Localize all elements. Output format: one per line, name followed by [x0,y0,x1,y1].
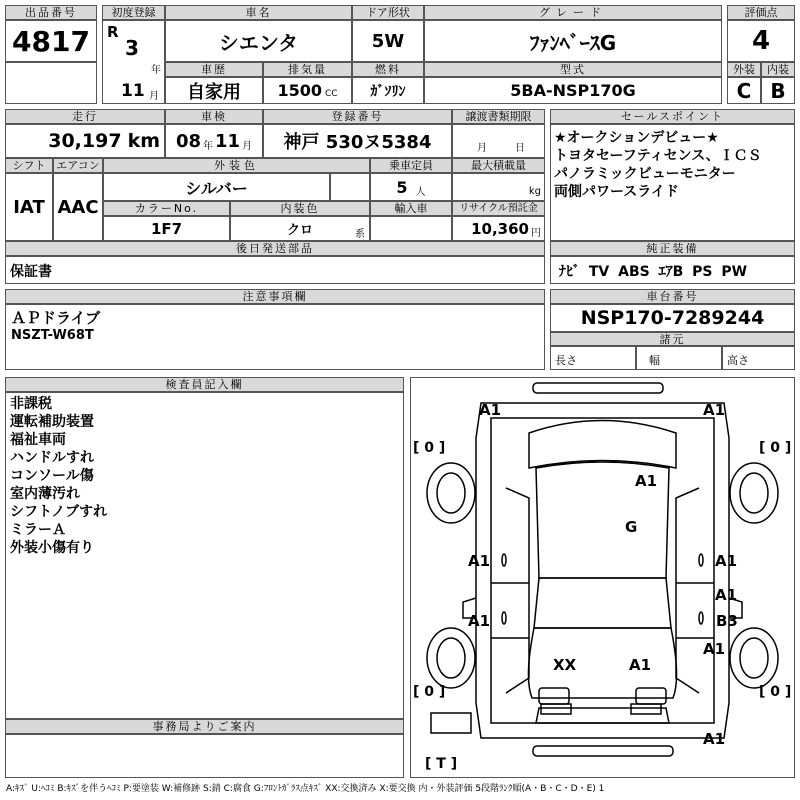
damage-mark: G [625,518,638,536]
capacity-value: 5 [396,177,408,197]
sales-points-box [550,124,795,241]
equipment-box [550,256,795,284]
inspector-line: シフトノブすれ [10,504,108,520]
plate-value: 神戸 530ヌ5384 [263,124,452,158]
damage-mark: A1 [703,401,726,419]
damage-mark: A1 [479,401,502,419]
grade-label: グレード [424,5,722,20]
spec-width-label: 幅 [649,354,660,367]
equipment-value: ﾅﾋﾞ TV ABS ｴｱB PS PW [559,264,748,280]
transfer-box [452,124,545,158]
color-blank [330,173,370,201]
recycle-unit: 円 [531,227,541,239]
inspector-label: 検査員記入欄 [5,377,404,392]
displacement-value: 1500 [277,81,322,100]
legend: A:ｷｽﾞ U:ﾍｺﾐ B:ｷｽﾞを伴うﾍｺﾐ P:要塗装 W:補修跡 S:錆 C:腐食 G:ﾌﾛﾝﾄｶﾞﾗｽ点ｷｽﾞ XX:交換済み X:要交換 内・外装評価 5段階ﾗﾝｸ順(A・B・C・D・E) 1 [6,784,605,794]
spec-length-label: 長さ [555,354,577,367]
shift-label: シフト [5,158,53,173]
sales-point-line: トヨタセーフティセンス、ＩＣＳ [554,148,762,164]
car-name-label: 車名 [165,5,352,20]
color-value: シルバー [103,173,330,201]
notes-label: 注意事項欄 [5,289,545,304]
inspector-line: 外装小傷有り [10,540,94,556]
office-box [5,734,404,778]
damage-mark: XX [553,656,577,674]
equipment-label: 純正装備 [550,241,795,256]
note-line: NSZT-W68T [11,328,94,343]
exterior-label: 外装 [727,62,761,77]
tire-label: [ 0 ] [413,440,446,456]
car-diagram [410,377,795,778]
inspector-line: ミラーＡ [10,522,66,538]
max-load-unit: kg [528,186,541,197]
damage-mark: A1 [715,586,738,604]
displacement-label: 排気量 [263,62,352,77]
year-unit: 年 [151,65,161,76]
damage-mark: A1 [715,552,738,570]
damage-mark: A1 [703,640,726,658]
door-label: ドア形状 [352,5,424,20]
fuel-label: 燃料 [352,62,424,77]
era: R [107,23,119,41]
int-color-label: 内装色 [230,201,370,216]
transfer-month-unit: 月 [477,143,487,154]
damage-mark: B3 [716,612,738,630]
first-reg-label: 初度登録 [102,5,165,20]
mileage-box [5,124,165,158]
spare-tire-label: [ T ] [425,756,458,772]
int-color-unit: 系 [355,229,365,240]
inspector-line: 福祉車両 [10,432,66,448]
damage-mark: A1 [635,472,658,490]
interior-grade: B [761,77,795,104]
notes-box [5,304,545,370]
auction-number: 4817 [5,20,97,62]
mileage-unit: km [127,130,160,152]
damage-mark: A1 [468,612,491,630]
inspector-line: 非課税 [10,396,52,412]
import-box [370,216,452,241]
aircon-value: AAC [53,173,103,241]
sales-point-line: パノラミックビューモニター [554,166,736,182]
spec-length [550,346,636,370]
office-label: 事務局よりご案内 [5,719,404,734]
later-parts-label: 後日発送部品 [5,241,545,256]
month-unit: 月 [149,91,159,102]
int-color-box [230,216,370,241]
displacement-box [263,77,352,104]
inspector-line: 室内薄汚れ [10,486,80,502]
interior-label: 内装 [761,62,795,77]
aircon-label: エアコン [53,158,103,173]
tire-label: [ 0 ] [413,684,446,700]
later-parts-value: 保証書 [10,264,52,280]
tire-label: [ 0 ] [759,440,792,456]
inspector-box [5,392,404,719]
damage-mark: A1 [468,552,491,570]
inspection-year: 08 [175,130,201,152]
transfer-day-unit: 日 [515,143,525,154]
inspection-year-unit: 年 [203,140,213,152]
int-color-value: クロ [286,223,313,238]
first-reg-year: 3 [125,36,139,60]
inspector-line: コンソール傷 [10,468,94,484]
later-parts-box [5,256,545,284]
inspection-month-unit: 月 [242,140,253,152]
max-load-label: 最大積載量 [452,158,545,173]
inspection-box [165,124,263,158]
history-value: 自家用 [165,77,263,104]
exterior-grade: C [727,77,761,104]
inspection-label: 車検 [165,109,263,124]
capacity-box [370,173,452,201]
sales-point-line: 両側パワースライド [554,184,679,200]
spec-height-label: 高さ [727,354,749,367]
model-label: 型式 [424,62,722,77]
inspector-line: 運転補助装置 [10,414,94,430]
spec-height [722,346,795,370]
mileage-label: 走行 [5,109,165,124]
score-label: 評価点 [727,5,795,20]
specs-label: 諸元 [550,332,795,346]
inspection-month: 11 [215,130,241,152]
grade-value: ﾌｧﾝﾍﾞｰｽG [424,20,722,62]
first-reg-box [102,20,165,104]
chassis-value: NSP170-7289244 [550,304,795,332]
door-value: 5W [352,20,424,62]
damage-mark: A1 [703,730,726,748]
displacement-unit: CC [324,88,338,99]
first-reg-month: 11 [121,81,145,101]
fuel-value: ｶﾞｿﾘﾝ [352,77,424,104]
mileage-value: 30,197 [48,130,122,152]
plate-label: 登録番号 [263,109,452,124]
shift-value: IAT [5,173,53,241]
sales-point-line: ★オークションデビュー★ [554,130,719,146]
auction-number-label: 出品番号 [5,5,97,20]
model-value: 5BA-NSP170G [424,77,722,104]
transfer-label: 譲渡書類期限 [452,109,545,124]
blank-box [5,62,97,104]
car-name: シエンタ [165,20,352,62]
history-label: 車歴 [165,62,263,77]
sales-points-label: セールスポイント [550,109,795,124]
chassis-label: 車台番号 [550,289,795,304]
note-line: ＡＰドライブ [11,309,101,327]
color-no-label: カラーNo. [103,201,230,216]
car-outline [411,378,794,777]
spec-width [636,346,722,370]
color-no-value: 1F7 [103,216,230,241]
capacity-unit: 人 [415,186,426,198]
capacity-label: 乗車定員 [370,158,452,173]
inspector-line: ハンドルすれ [10,450,94,466]
color-label: 外装色 [103,158,370,173]
score-value: 4 [727,20,795,62]
tire-label: [ 0 ] [759,684,792,700]
import-label: 輸入車 [370,201,452,216]
max-load-box [452,173,545,201]
recycle-value: 10,360 [471,219,529,238]
recycle-box [452,216,545,241]
recycle-label: リサイクル預託金 [452,201,545,216]
damage-mark: A1 [629,656,652,674]
